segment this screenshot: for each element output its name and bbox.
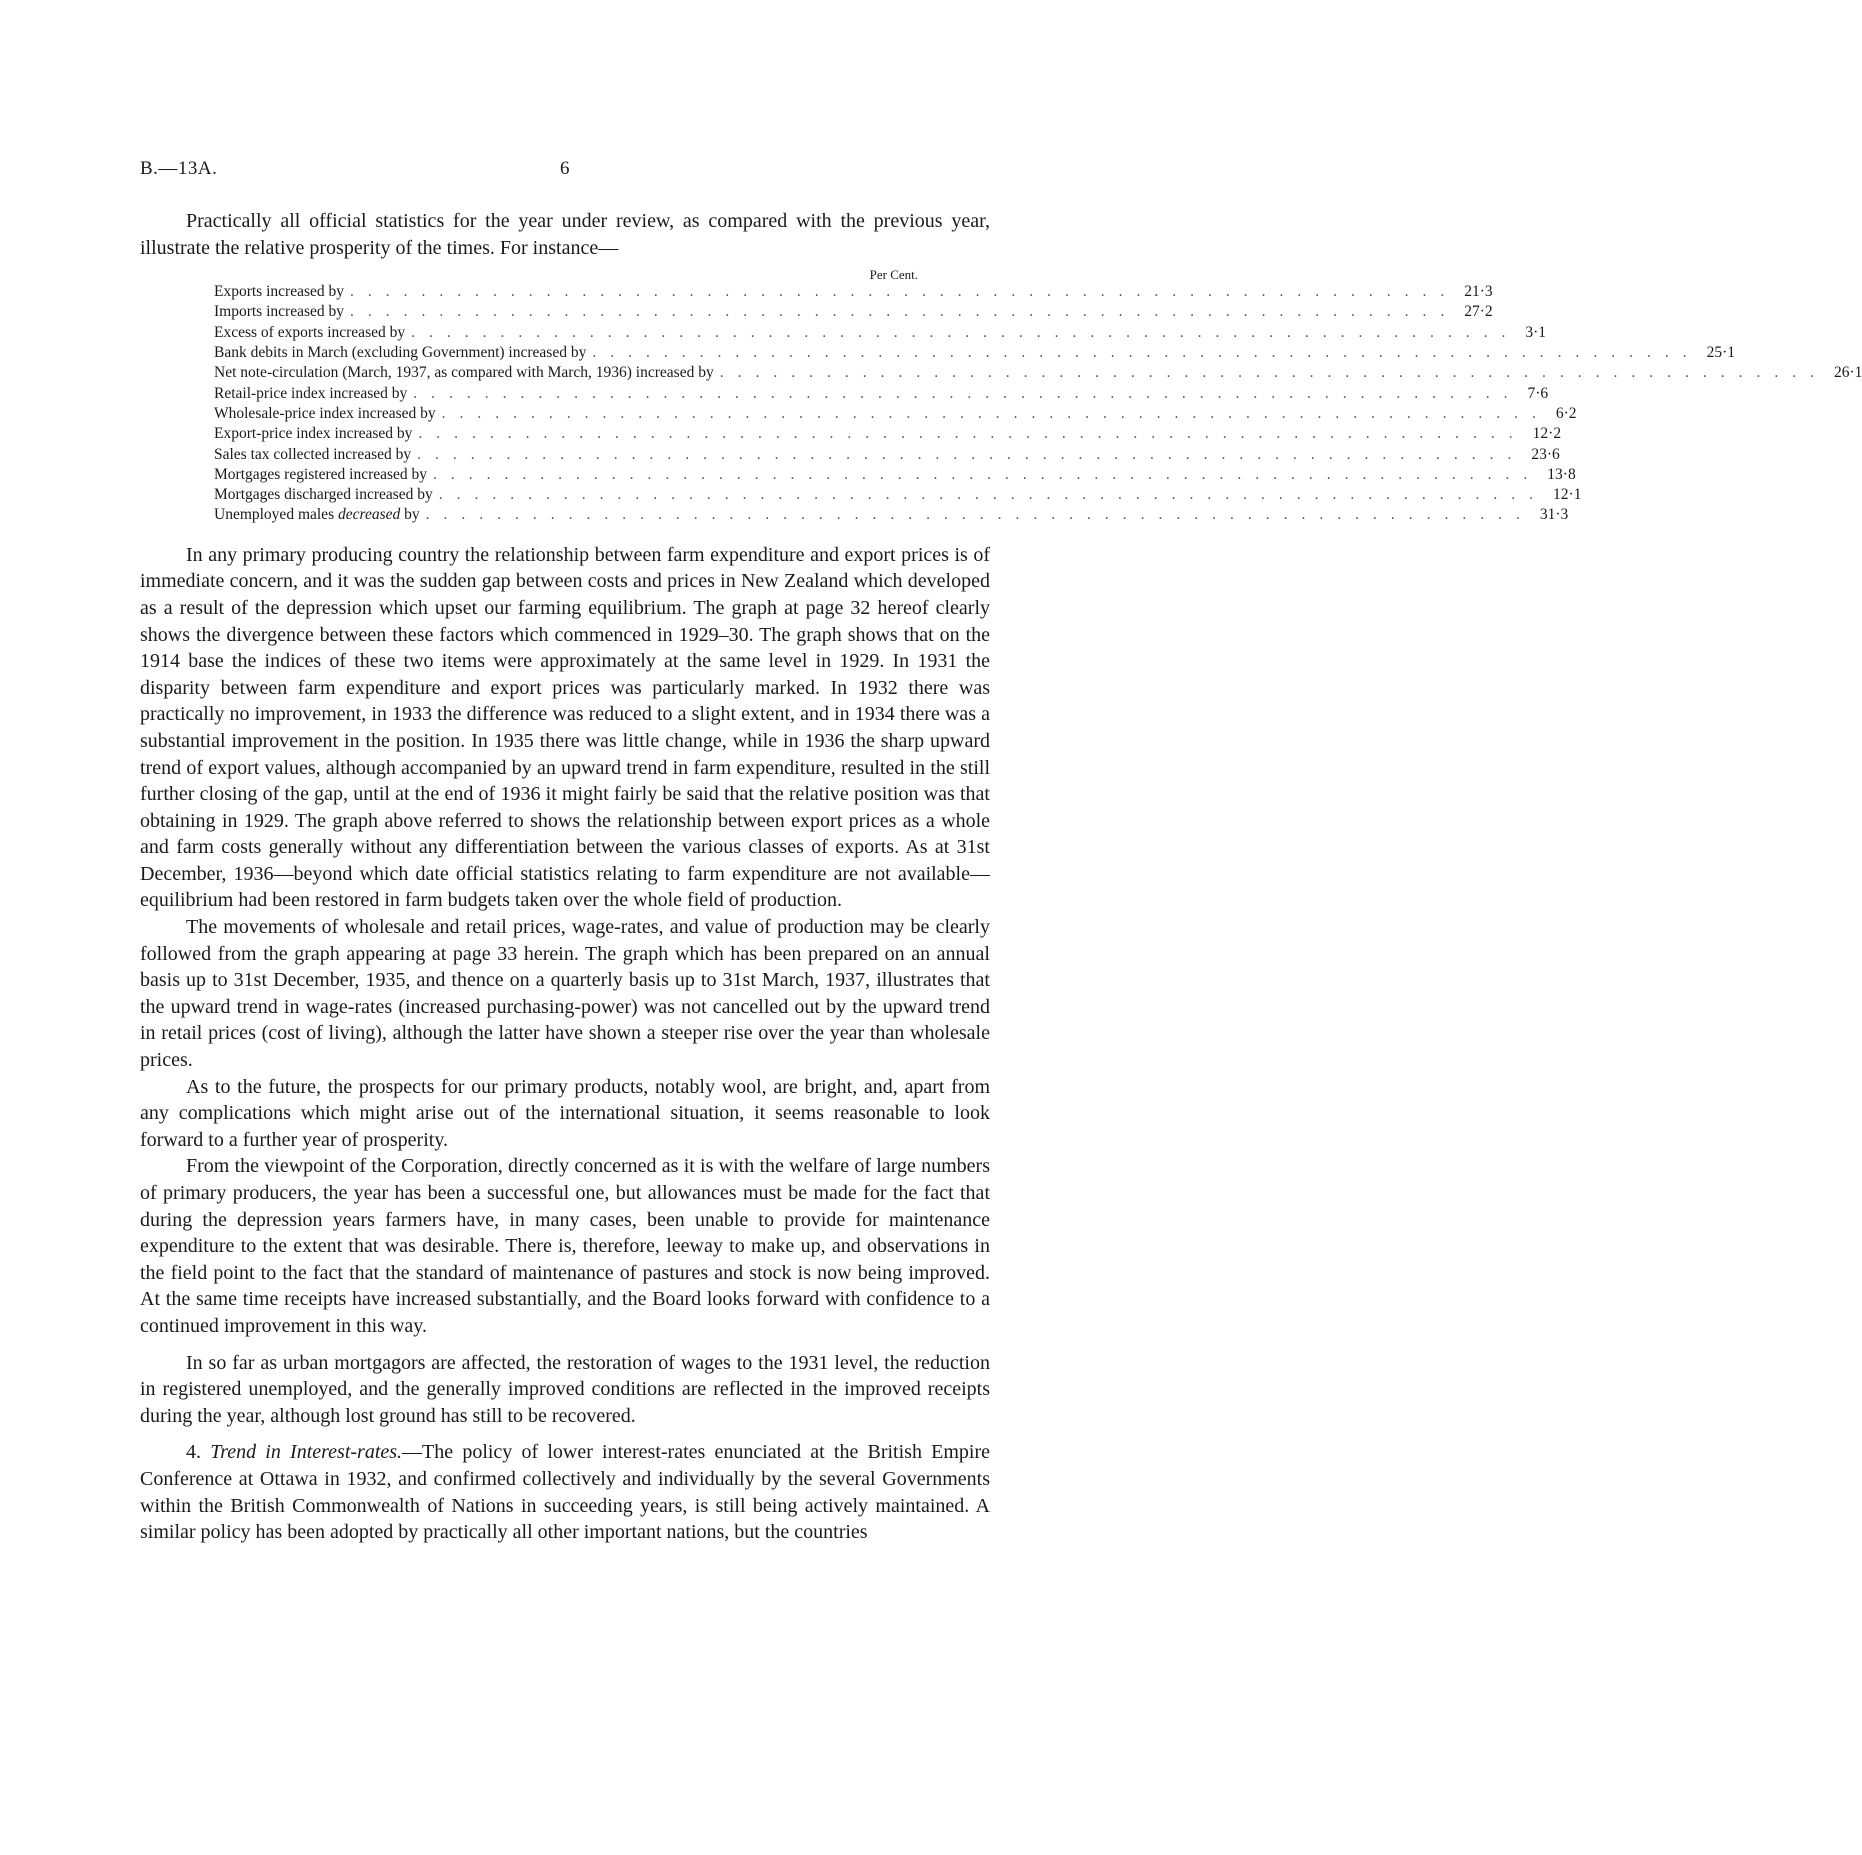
dot-leader: .............................................................. (441, 404, 1550, 422)
section-interest-rates (140, 1439, 990, 1545)
table-row (214, 302, 1493, 322)
row-value: 13·8 (1547, 465, 1576, 483)
table-rows (214, 282, 1862, 526)
dot-leader: .............................................................. (438, 486, 1548, 504)
paragraph-urban-mortgagors: In so far as urban mortgagors are affected, the restoration of wages to the 1931 level, the reduction in registered unemployed, and the generally improved conditions are reflected in the improved receipts during the year, although lost ground has still to be recovered. (140, 1351, 990, 1427)
table-row (214, 384, 1549, 404)
row-value: 25·1 (1706, 344, 1735, 362)
row-label: Mortgages registered increased by (214, 465, 428, 483)
table-row (214, 363, 1862, 383)
page-header (140, 158, 990, 188)
table-row (214, 445, 1560, 465)
dot-leader: .............................................................. (719, 364, 1828, 382)
row-label: Sales tax collected increased by (214, 445, 412, 463)
dot-leader: .............................................................. (413, 384, 1522, 402)
row-label: Mortgages discharged increased by (214, 486, 433, 504)
paragraph-future-prospects: As to the future, the prospects for our primary products, notably wool, are bright, and, apart from any complications which might arise out of the international situation, it seems reasonable to look forward to a further year of prosperity. (140, 1075, 990, 1151)
dot-leader: .............................................................. (433, 465, 1542, 483)
dot-leader: .............................................................. (425, 506, 1534, 524)
row-value: 21·3 (1464, 283, 1493, 301)
table-row (214, 465, 1576, 485)
table-row (214, 485, 1582, 505)
row-label: Unemployed males decreased by (214, 506, 420, 524)
section-number: 4. (186, 1441, 201, 1464)
body-text (140, 208, 1862, 1546)
table-row (214, 323, 1547, 343)
table-row (214, 282, 1493, 302)
table-row (214, 404, 1577, 424)
dot-leader: .............................................................. (418, 425, 1527, 443)
page-number: 6 (560, 158, 570, 179)
row-value: 12·1 (1553, 486, 1582, 504)
paragraph-wholesale-retail: The movements of wholesale and retail prices, wage-rates, and value of production may be clearly followed from the graph appearing at page 33 herein. The graph which has been prepared on an annual basis up to 31st December, 1935, and thence on a quarterly basis up to 31st March, 1937, illustrates that the upward trend in wage-rates (increased purchasing-power) was not cancelled out by the upward trend in retail prices (cost of living), although the latter have shown a steeper rise over the year than wholesale prices. (140, 916, 990, 1072)
table-row (214, 505, 1569, 525)
dot-leader: .............................................................. (417, 445, 1526, 463)
row-label: Bank debits in March (excluding Government) increased by (214, 344, 587, 362)
table-unit-header: Per Cent. (869, 267, 918, 283)
statistics-table (214, 267, 1862, 526)
row-label: Retail-price index increased by (214, 384, 408, 402)
paragraph-corporation-viewpoint: From the viewpoint of the Corporation, directly concerned as it is with the welfare of large numbers of primary producers, the year has been a successful one, but allowances must be made for the fact that during the depression years farmers have, in many cases, been unable to provide for maintenance expenditure to the extent that was desirable. There is, therefore, leeway to make up, and observations in the field point to the fact that the standard of maintenance of pastures and stock is now being improved. At the same time receipts have increased substantially, and the Board looks forward with confidence to a continued improvement in this way. (140, 1155, 990, 1337)
section-text: —The policy of lower interest-rates enunciated at the British Empire Conference at Ottawa in 1932, and confirmed collectively and individually by the several Governments within the British Commonwealth of Nations in succeeding years, is still being actively maintained. A similar policy has been adopted by practically all other important nations, but the countries (140, 1441, 990, 1544)
row-value: 12·2 (1532, 425, 1562, 443)
intro-paragraph: Practically all official statistics for the year under review, as compared with the previous year, illustrate the relative prosperity of the times. For instance— (140, 210, 990, 259)
row-label: Export-price index increased by (214, 425, 413, 443)
row-label: Imports increased by (214, 303, 344, 321)
row-value: 3·1 (1525, 323, 1547, 341)
row-value: 6·2 (1555, 404, 1577, 422)
row-label: Exports increased by (214, 283, 344, 301)
row-label: Net note-circulation (March, 1937, as compared with March, 1936) increased by (214, 364, 714, 382)
dot-leader: .............................................................. (350, 303, 1459, 321)
dot-leader: .............................................................. (350, 283, 1459, 301)
row-value: 31·3 (1539, 506, 1569, 524)
row-value: 23·6 (1531, 445, 1560, 463)
row-label: Wholesale-price index increased by (214, 404, 436, 422)
paragraph-farm-expenditure: In any primary producing country the relationship between farm expenditure and export prices is of immediate concern, and it was the sudden gap between costs and prices in New Zealand which developed as a result of the depression which upset our farming equilibrium. The graph at page 32 hereof clearly shows the divergence between these factors which commenced in 1929–30. The graph shows that on the 1914 base the indices of these two items were approximately at the same level in 1929. In 1931 the disparity between farm expenditure and export prices was particularly marked. In 1932 there was practically no improvement, in 1933 the difference was reduced to a slight extent, and in 1934 there was a substantial improvement in the position. In 1935 there was little change, while in 1936 the sharp upward trend of export values, although accompanied by an upward trend in farm expenditure, resulted in the still further closing of the gap, until at the end of 1936 it might fairly be said that the relative position was that obtaining in 1929. The graph above referred to shows the relationship between export prices as a whole and farm costs generally without any differentiation between the various classes of exports. As at 31st December, 1936—beyond which date official statistics relating to farm expenditure are not available—equilibrium had been restored in farm budgets taken over the whole field of production. (140, 543, 990, 912)
row-value: 27·2 (1464, 303, 1493, 321)
report-reference: B.—13A. (140, 158, 218, 179)
dot-leader: .............................................................. (411, 323, 1520, 341)
row-value: 26·1 (1833, 364, 1862, 382)
row-label: Excess of exports increased by (214, 323, 406, 341)
section-title: Trend in Interest-rates. (210, 1441, 403, 1464)
table-row (214, 343, 1735, 363)
row-value: 7·6 (1527, 384, 1549, 402)
dot-leader: .............................................................. (592, 344, 1701, 362)
table-row (214, 424, 1562, 444)
